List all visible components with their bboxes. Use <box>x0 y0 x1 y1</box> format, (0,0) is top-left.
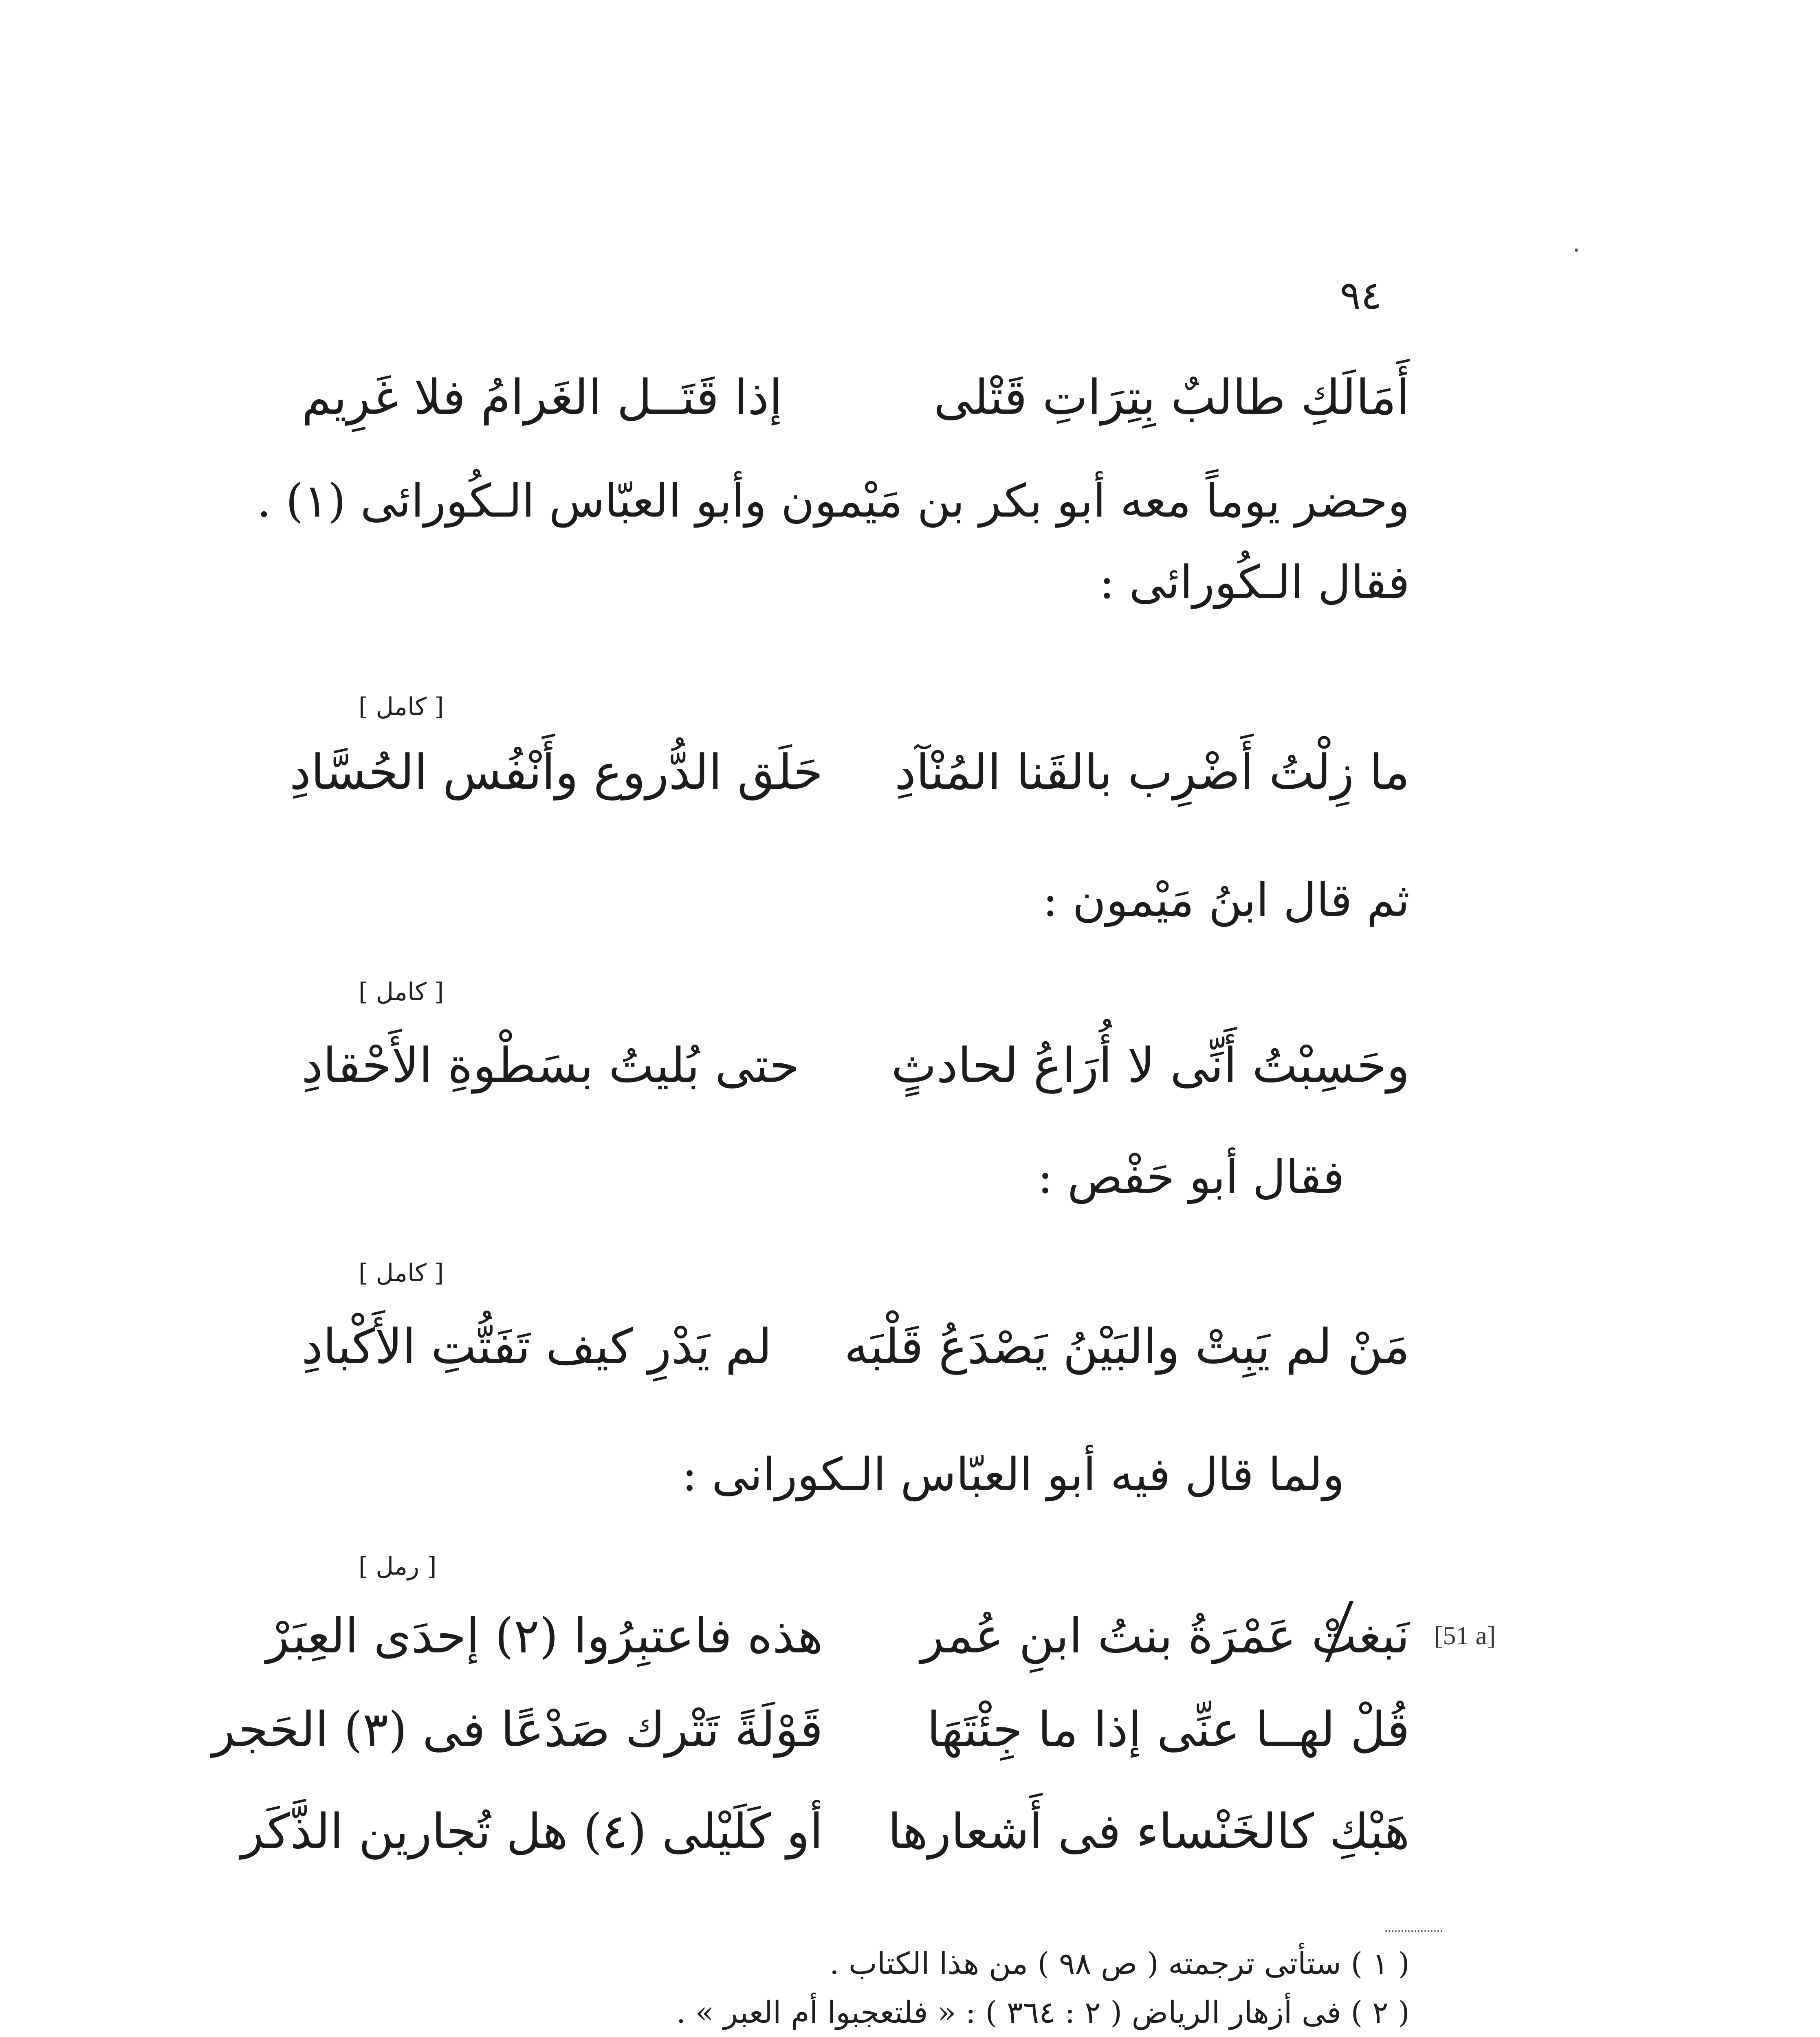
verse-second-hemistich: قَوْلَةً تَتْرك صَدْعًا فى (٣) الحَجر <box>212 1701 823 1758</box>
manuscript-folio-reference: [51 a] <box>1434 1621 1496 1650</box>
verse-couplet <box>289 725 1410 819</box>
verse-second-hemistich: لم يَدْرِ كيف تَفَتُّتِ الأَكْبادِ <box>301 1318 772 1375</box>
verse-couplet <box>266 1589 1410 1683</box>
verse-first-hemistich: هَبْكِ كالخَنْساء فى أَشعارها <box>888 1803 1410 1859</box>
verse-couplet <box>301 1018 1410 1112</box>
meter-label: [ كامل ] <box>359 1259 444 1287</box>
prose-line: وحضر يوماً معه أبو بكر بن مَيْمون وأبو العبّاس الـكُورائى (١) . <box>257 475 1410 528</box>
meter-label: [ رمل ] <box>359 1552 437 1581</box>
footnote-separator <box>1385 1930 1442 1934</box>
page-number: ٩٤ <box>1340 273 1382 318</box>
verse-couplet <box>301 1300 1410 1393</box>
meter-label: [ كامل ] <box>359 693 444 721</box>
verse-first-hemistich: نَبغتْ عَمْرَةُ بنتُ ابنِ عُمر <box>920 1608 1410 1664</box>
scan-speck <box>1575 249 1578 252</box>
meter-label: [ كامل ] <box>359 978 444 1006</box>
verse-couplet <box>240 1784 1410 1878</box>
footnote: ( ١ ) ستأتى ترجمته ( ص ٩٨ ) من هذا الكتاب . <box>829 1946 1410 1981</box>
prose-line: ثم قال ابنُ مَيْمون : <box>1042 874 1410 927</box>
verse-first-hemistich: مَنْ لم يَبِتْ والبَيْنُ يَصْدَعُ قَلْبَه <box>844 1318 1410 1375</box>
verse-first-hemistich: أَمَالَكِ طالبٌ بِتِرَاتِ قَتْلى <box>933 369 1410 425</box>
footnote: ( ٢ ) فى أزهار الرياض ( ٢ : ٣٦٤ ) : « فلتعجبوا أم العبر » . <box>676 1995 1410 2030</box>
verse-couplet <box>212 1683 1410 1776</box>
verse-first-hemistich: وحَسِبْتُ أَنِّى لا أُرَاعُ لحادثٍ <box>891 1037 1410 1093</box>
verse-couplet <box>301 350 1410 444</box>
verse-second-hemistich: إذا قَتَــل الغَرامُ فلا غَرِيم <box>301 369 783 425</box>
prose-line: فقال الـكُورائى : <box>1099 556 1410 609</box>
prose-line: فقال أبو حَفْص : <box>1037 1151 1345 1204</box>
verse-second-hemistich: هذه فاعتبِرُوا (٢) إحدَى العِبَرْ <box>266 1608 823 1664</box>
verse-second-hemistich: أو كَلَيْلى (٤) هل تُجارين الذَّكَر <box>240 1803 823 1859</box>
verse-first-hemistich: ما زِلْتُ أَضْرِب بالقَنا المُنْآدِ <box>894 744 1410 800</box>
verse-second-hemistich: حَلَق الدُّروع وأَنْفُس الحُسَّادِ <box>289 744 823 800</box>
verse-first-hemistich: قُلْ لهــا عنِّى إذا ما جِئْتَهَا <box>927 1701 1410 1758</box>
verse-second-hemistich: حتى بُليتُ بسَطْوةِ الأَحْقادِ <box>301 1037 799 1093</box>
prose-line: ولما قال فيه أبو العبّاس الـكورانى : <box>682 1448 1345 1501</box>
